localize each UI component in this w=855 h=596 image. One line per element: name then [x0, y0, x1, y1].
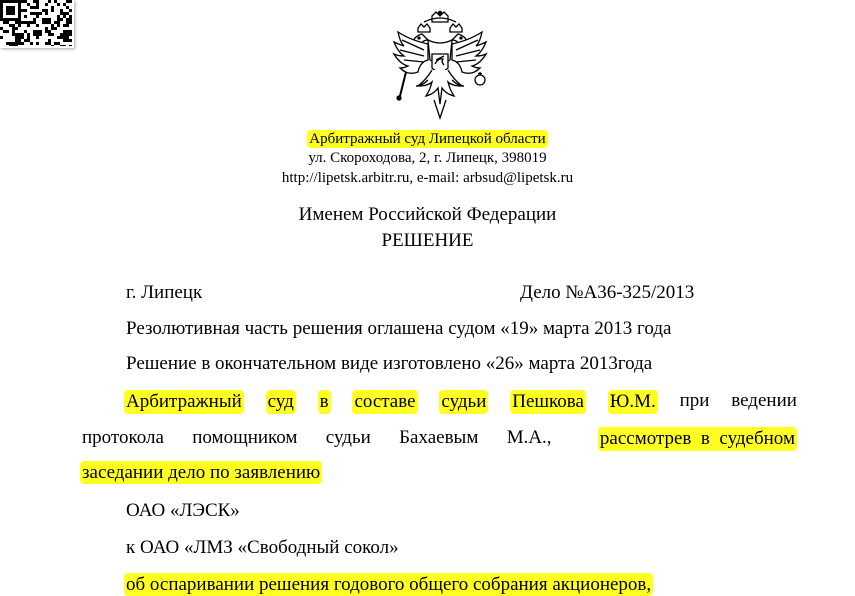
coat-of-arms-emblem [388, 10, 492, 122]
in-name-of: Именем Российской Федерации [298, 204, 557, 225]
considering-word-2: в [700, 428, 710, 449]
document-title: РЕШЕНИЕ [381, 230, 474, 251]
secretary-word-5: М.А., [506, 427, 552, 448]
secretary-word-3: судьи [325, 427, 371, 448]
secretary-word-1: протокола [82, 427, 164, 448]
tail-word-2: ведении [731, 390, 797, 411]
paragraph-line-3 [80, 462, 322, 484]
case-number: Дело №А36-325/2013 [520, 282, 695, 303]
case-subject-highlight: об оспаривании решения годового общего собрания акционеров, [126, 574, 652, 595]
paragraph-line-2 [82, 427, 797, 451]
hearing-phrase: заседании дело по заявлению [82, 462, 321, 483]
applicant: ОАО «ЛЭСК» [126, 500, 240, 521]
considering-word-3: судебном [719, 428, 795, 449]
court-word-1: Арбитражный [126, 391, 242, 412]
case-subject [124, 574, 653, 596]
court-word-7: Ю.М. [609, 391, 656, 412]
court-word-5: судьи [441, 391, 487, 412]
court-word-3: в [319, 391, 329, 412]
court-word-6: Пешкова [512, 391, 584, 412]
secretary-word-4: Бахаевым [399, 427, 479, 448]
tail-word-1: при [679, 390, 710, 411]
secretary-word-2: помощником [192, 427, 298, 448]
court-name [0, 131, 855, 148]
court-contacts: http://lipetsk.arbitr.ru, e-mail: arbsud@lipetsk.ru [281, 170, 574, 186]
court-name-highlight: Арбитражный суд Липецкой области [309, 131, 546, 147]
qr-code [0, 0, 72, 46]
decision-made: Решение в окончательном виде изготовлено «26» марта 2013года [126, 353, 653, 374]
paragraph-line-1 [124, 390, 797, 414]
resolution-announced: Резолютивная часть решения оглашена судом «19» марта 2013 года [126, 318, 672, 339]
court-word-2: суд [267, 391, 294, 412]
respondent: к ОАО «ЛМЗ «Свободный сокол» [126, 537, 399, 558]
considering-word-1: рассмотрев [599, 428, 692, 449]
court-word-4: составе [354, 391, 416, 412]
city: г. Липецк [126, 282, 203, 303]
court-address: ул. Скороходова, 2, г. Липецк, 398019 [308, 150, 547, 166]
considering-phrase [598, 427, 797, 451]
